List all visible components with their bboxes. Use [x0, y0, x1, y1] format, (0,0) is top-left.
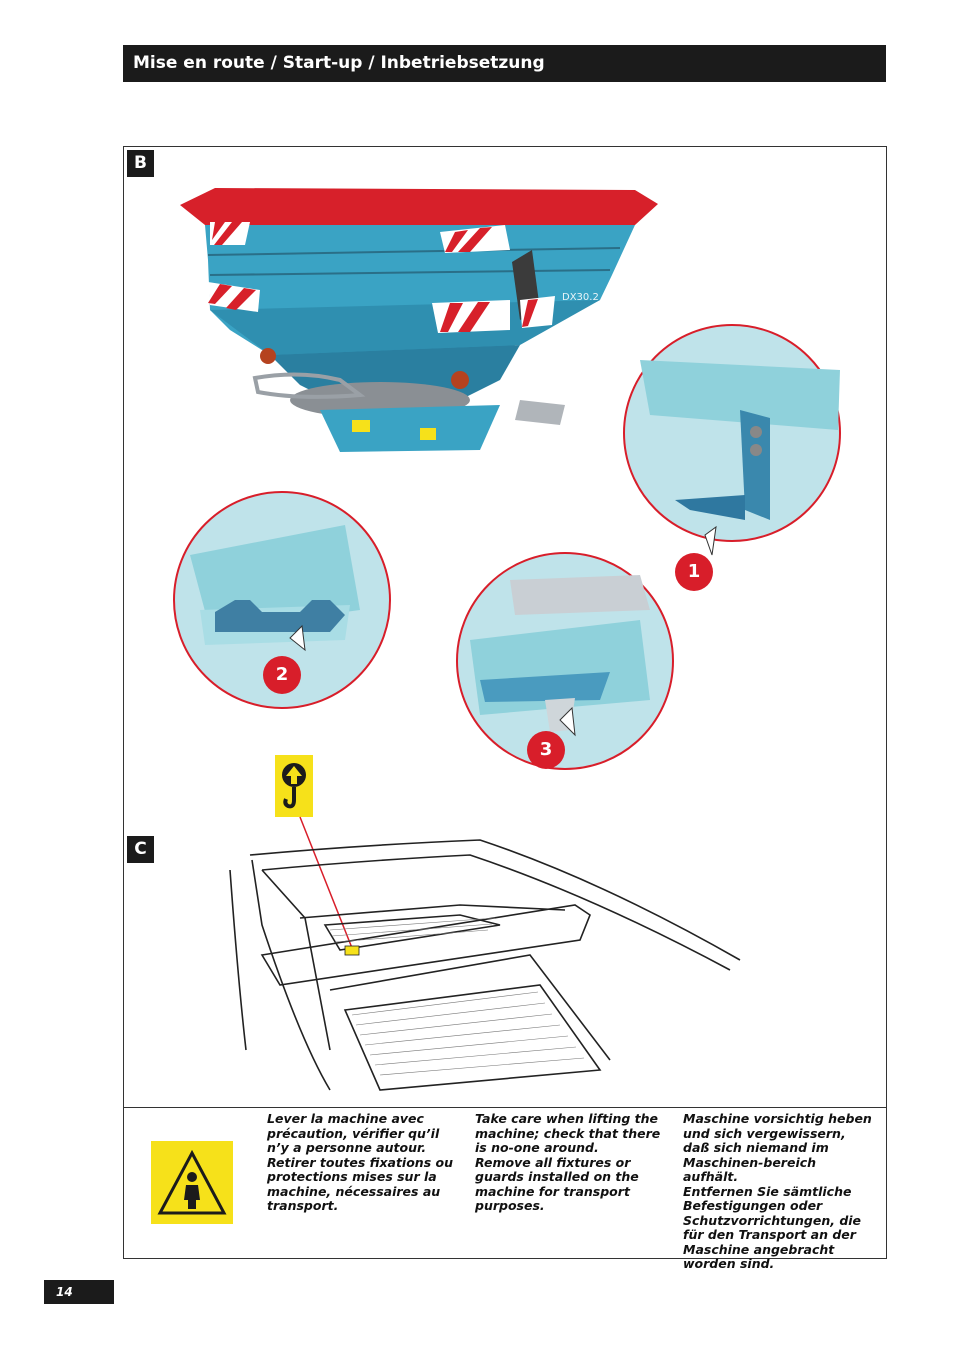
safety-en-line2: Remove all fixtures or guards installed on the machine for transport purposes.	[475, 1154, 639, 1213]
callout-2: 2	[263, 656, 301, 694]
safety-text-fr	[267, 1112, 457, 1214]
callout-3: 3	[527, 731, 565, 769]
section-label-c: C	[127, 836, 154, 863]
safety-fr-line1: Lever la machine avec précaution, vérifier qu’il n’y a personne autour.	[267, 1111, 440, 1155]
model-label: DX30.2	[562, 292, 599, 303]
safety-text-de	[683, 1112, 873, 1272]
safety-fr-line2: Retirer toutes fixations ou protections mises sur la machine, nécessaires au transport.	[267, 1154, 453, 1213]
safety-de-line2: Entfernen Sie sämtliche Befestigungen oder Schutzvorrichtungen, die für den Transport an der Maschine angebracht worden sind.	[683, 1183, 862, 1271]
page-title: Mise en route / Start-up / Inbetriebsetzung	[133, 53, 545, 73]
page-number: 14	[44, 1280, 114, 1304]
safety-en-line1: Take care when lifting the machine; check that there is no-one around.	[475, 1111, 661, 1155]
section-label-b: B	[127, 150, 154, 177]
safety-de-line1: Maschine vorsichtig heben und sich vergewissern, daß sich niemand im Maschinen-bereich aufhält.	[683, 1111, 872, 1184]
safety-text-en	[475, 1112, 665, 1214]
callout-1: 1	[675, 553, 713, 591]
